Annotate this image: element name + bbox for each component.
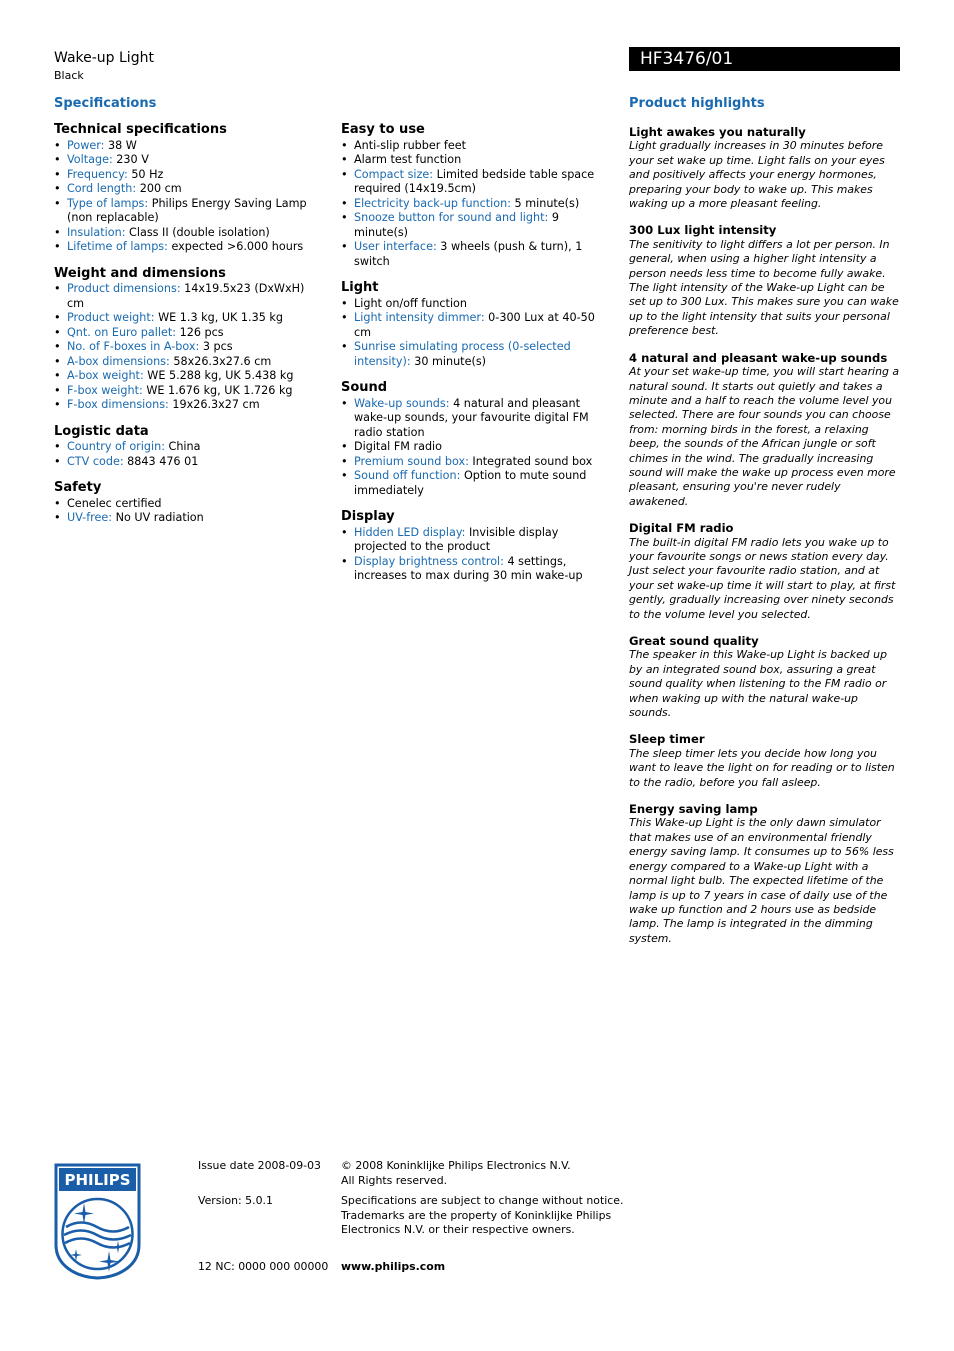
highlight-title: Sleep timer [629,732,705,747]
spec-label: Display brightness control: [354,554,504,568]
spec-label: CTV code: [67,454,124,468]
spec-list [54,440,324,469]
spec-value: Light on/off function [354,296,467,310]
spec-label: Premium sound box: [354,454,469,468]
spec-item [54,355,324,370]
specifications-title: Specifications [54,96,157,111]
spec-item [54,398,324,413]
highlight-item [629,351,901,509]
spec-value: 230 V [116,153,149,166]
spec-value: 3 wheels (push & turn), 1 switch [354,240,583,268]
spec-value: 126 pcs [179,325,224,339]
spec-label: Compact size: [354,167,434,181]
spec-label: Sunrise simulating process (0-selected intensity): [354,340,571,368]
spec-item [54,139,324,154]
spec-item [341,455,611,470]
highlight-title: 4 natural and pleasant wake-up sounds [629,350,888,365]
spec-value: Digital FM radio [354,440,442,453]
spec-item [54,240,324,255]
spec-label: Sound off function: [354,469,461,482]
highlight-item [629,223,901,338]
highlight-title: Digital FM radio [629,521,734,536]
spec-label: Country of origin: [67,440,165,453]
spec-value: Integrated sound box [472,454,593,468]
spec-value: expected >6.000 hours [171,240,304,253]
spec-label: User interface: [354,240,437,253]
highlight-description: At your set wake-up time, you will start hearing a natural sound. It starts out quietly and takes a minute and a half to reach the volume level you selected. There are four sounds you can choose from: morning birds in the forest, a relaxing beep, the sounds of the African jungle or soft chimes in the wind. The gradually increasing sound will make the wake up process even more pleasant, ensuring you're never rudely awakened. [629,365,900,508]
spec-value: 19x26.3x27 cm [172,398,260,411]
version: Version: 5.0.1 [198,1194,273,1207]
highlights-list [629,125,901,958]
spec-value: Cenelec certified [67,496,162,510]
spec-value: Anti-slip rubber feet [354,138,467,152]
spec-value: 30 minute(s) [414,354,487,368]
spec-value: 14x19.5x23 (DxWxH) cm [67,282,305,310]
highlight-description: The sleep timer lets you decide how long you want to leave the light on for reading or to listen to the radio, before you fall asleep. [629,746,895,789]
spec-label: Product weight: [67,311,155,324]
spec-value: 5 minute(s) [514,196,580,210]
spec-label: Light intensity dimmer: [354,311,485,324]
spec-item [54,282,324,311]
spec-list [54,139,324,255]
spec-value: 3 pcs [202,340,233,353]
spec-item [341,240,611,269]
spec-group-title: Weight and dimensions [54,265,226,281]
highlight-title: 300 Lux light intensity [629,223,777,238]
spec-item [341,153,611,168]
spec-item [54,384,324,399]
spec-item [54,226,324,241]
spec-value: Alarm test function [354,153,462,166]
spec-label: UV-free: [67,511,113,524]
spec-item [54,369,324,384]
spec-item [54,153,324,168]
spec-value: 50 Hz [131,167,164,181]
spec-column-1 [54,123,324,526]
highlight-title: Light awakes you naturally [629,125,806,139]
spec-value: 58x26.3x27.6 cm [173,354,272,368]
disclaimer-line-3: Electronics N.V. or their respective owners. [341,1223,575,1236]
spec-label: Power: [67,138,105,152]
spec-list [341,526,611,584]
spec-label: Snooze button for sound and light: [354,211,549,224]
spec-value: 9 minute(s) [354,211,559,239]
spec-group-title: Technical specifications [54,122,227,137]
spec-label: Product dimensions: [67,282,181,295]
spec-label: Frequency: [67,167,128,181]
spec-item [341,297,611,312]
spec-list [341,397,611,499]
spec-value: Philips Energy Saving Lamp (non replacable) [67,196,307,224]
spec-label: A-box weight: [67,369,144,382]
issue-date: Issue date 2008-09-03 [198,1159,321,1172]
spec-group-title: Light [341,280,379,295]
disclaimer-line-1: Specifications are subject to change without notice. [341,1194,624,1207]
spec-list [54,282,324,413]
spec-item [341,311,611,340]
highlight-item [629,125,901,211]
spec-item [341,139,611,154]
spec-item [54,311,324,326]
spec-label: Wake-up sounds: [354,396,450,410]
spec-label: Insulation: [67,225,126,239]
logo-wordmark: PHILIPS [64,1171,131,1189]
highlight-description: The speaker in this Wake-up Light is backed up by an integrated sound box, assuring a great sound quality when listening to the FM radio or when waking up with the natural wake-up sounds. [629,648,887,720]
highlight-title: Energy saving lamp [629,802,758,817]
spec-value: No UV radiation [115,511,204,524]
spec-list [341,297,611,370]
spec-item [54,455,324,470]
spec-value: 38 W [107,138,137,152]
highlight-description: The senitivity to light differs a lot per person. In general, when using a higher light intensity a person needs less time to become fully awake. The light intensity of the Wake-up Light can be set up to 300 Lux. This makes sure you can wake up to the light intensity that suits your personal preference best. [629,237,899,338]
spec-item [54,197,324,226]
spec-label: Electricity back-up function: [354,196,511,210]
spec-item [341,469,611,498]
website-link[interactable]: www.philips.com [341,1260,446,1273]
spec-list [54,497,324,526]
spec-list [341,139,611,270]
spec-item [54,511,324,526]
spec-item [341,197,611,212]
spec-item [341,440,611,455]
spec-item [341,526,611,555]
product-highlights-title: Product highlights [629,96,765,111]
spec-label: Lifetime of lamps: [67,240,168,253]
spec-value: China [168,440,201,453]
highlight-item [629,732,901,790]
highlight-item [629,634,901,720]
spec-item [341,168,611,197]
spec-value: 8843 476 01 [127,454,199,468]
spec-item [54,168,324,183]
highlight-title: Great sound quality [629,634,759,648]
spec-value: 200 cm [139,182,182,195]
model-number: HF3476/01 [629,47,900,71]
highlight-description: This Wake-up Light is the only dawn simulator that makes use of an environmental friendly energy saving lamp. It consumes up to 56% less energy compared to a Wake-up Light with a normal light bulb. The expected lifetime of the lamp is up to 7 years in case of daily use of the wake up function and 2 hours use as bedside lamp. The lamp is integrated in the dimming system. [629,816,894,945]
spec-item [341,211,611,240]
spec-item [54,340,324,355]
spec-value: Invisible display projected to the product [354,525,559,553]
product-color: Black [54,69,84,82]
spec-label: F-box dimensions: [67,398,169,411]
spec-value: Option to mute sound immediately [354,469,587,497]
spec-label: Qnt. on Euro pallet: [67,325,177,339]
disclaimer [341,1194,623,1238]
spec-label: Hidden LED display: [354,525,466,539]
spec-value: WE 1.3 kg, UK 1.35 kg [158,311,283,324]
spec-item [341,340,611,369]
spec-label: No. of F-boxes in A-box: [67,340,200,353]
spec-value: 4 settings, increases to max during 30 min wake-up [354,554,583,582]
nc-code: 12 NC: 0000 000 00000 [198,1260,329,1273]
highlight-description: The built-in digital FM radio lets you wake up to your favourite songs or news station every day. Just select your favourite radio station, and at your set wake-up time it will start to play, at first gently, gradually increasing over ninety seconds to the volume level you selected. [629,535,896,621]
copyright-line-2: All Rights reserved. [341,1173,448,1187]
copyright-line-1: © 2008 Koninklijke Philips Electronics N.V. [341,1159,571,1172]
spec-label: Type of lamps: [67,196,149,210]
spec-value: Class II (double isolation) [129,225,270,239]
spec-item [341,555,611,584]
spec-item [54,497,324,512]
copyright [341,1159,571,1188]
highlight-item [629,521,901,622]
spec-label: A-box dimensions: [67,354,170,368]
philips-logo-icon [54,1163,141,1280]
spec-group-title: Logistic data [54,423,149,439]
spec-value: Limited bedside table space required (14x19.5cm) [354,167,595,195]
spec-group-title: Easy to use [341,122,425,137]
spec-group-title: Safety [54,480,102,495]
spec-item [54,440,324,455]
product-name: Wake-up Light [54,50,154,66]
spec-group-title: Sound [341,380,388,395]
highlight-description: Light gradually increases in 30 minutes before your set wake up time. Light falls on your eyes and positively affects your energy hormones, preparing your body to wake up. This makes waking up a more pleasant feeling. [629,139,885,211]
highlight-item [629,802,901,946]
spec-label: F-box weight: [67,383,143,397]
spec-column-2 [341,123,611,584]
spec-value: WE 5.288 kg, UK 5.438 kg [147,369,294,382]
spec-group-title: Display [341,509,395,524]
spec-label: Cord length: [67,182,137,195]
spec-item [54,326,324,341]
spec-item [341,397,611,441]
spec-value: WE 1.676 kg, UK 1.726 kg [146,383,293,397]
spec-value: 4 natural and pleasant wake-up sounds, your favourite digital FM radio station [354,396,589,439]
disclaimer-line-2: Trademarks are the property of Koninklijke Philips [341,1208,612,1222]
spec-item [54,182,324,197]
philips-shield-logo [54,1163,141,1280]
spec-value: 0-300 Lux at 40-50 cm [354,311,595,339]
spec-label: Voltage: [67,153,113,166]
